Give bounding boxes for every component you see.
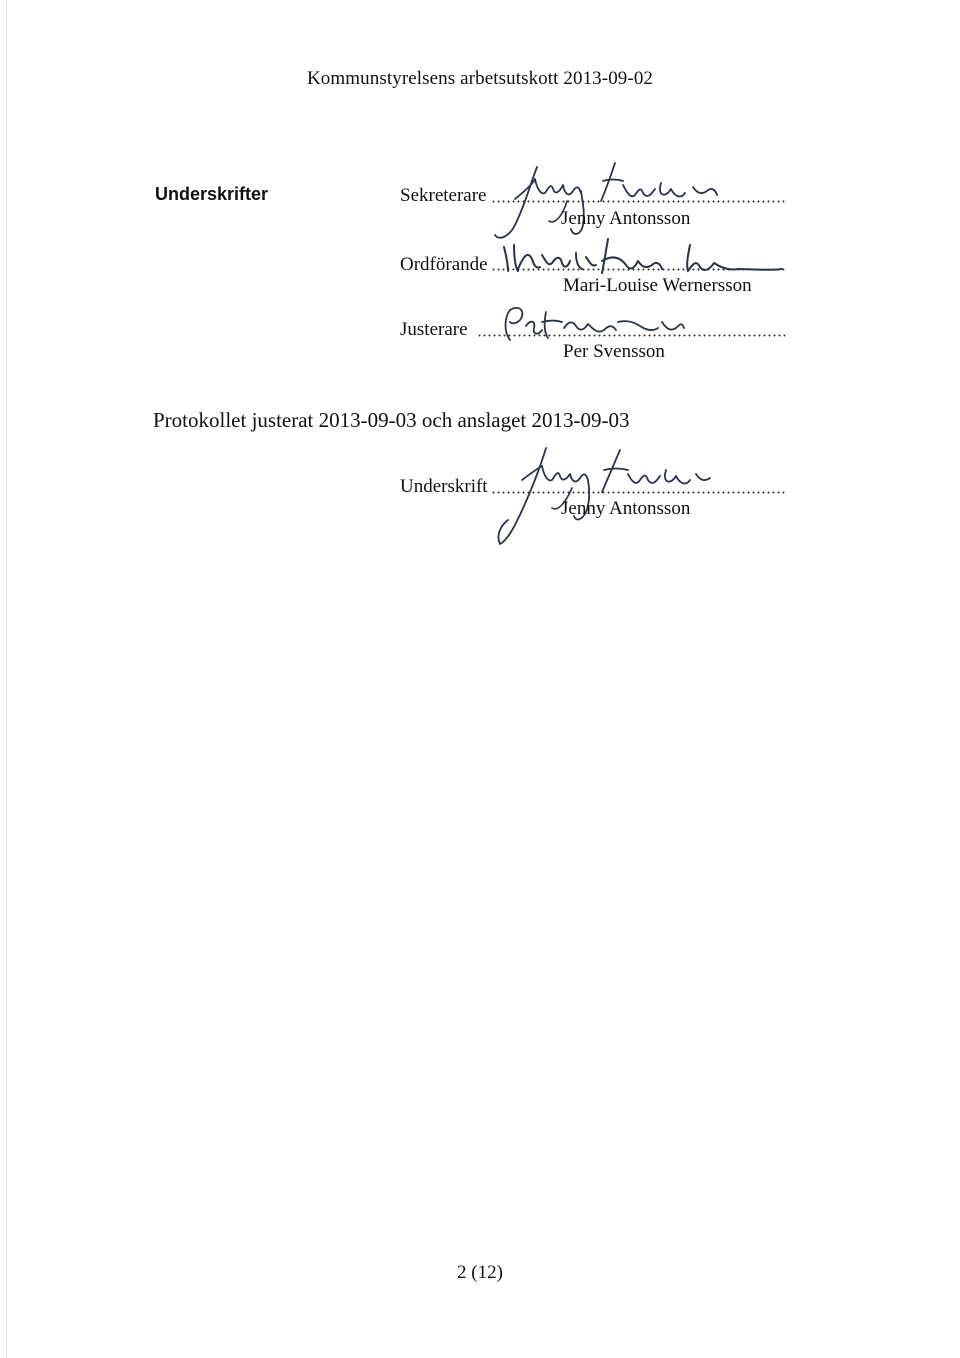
page-header: Kommunstyrelsens arbetsutskott 2013-09-02 bbox=[306, 68, 654, 89]
protocol-statement: Protokollet justerat 2013-09-03 och anslaget 2013-09-03 bbox=[153, 408, 630, 432]
signer-name-underskrift: Jenny Antonsson bbox=[561, 498, 691, 519]
signer-name-justerare: Per Svensson bbox=[563, 341, 665, 362]
section-title: Underskrifter bbox=[155, 184, 269, 204]
signer-name-ordforande: Mari-Louise Wernersson bbox=[563, 275, 752, 296]
scan-edge-line bbox=[6, 0, 7, 1358]
role-label-ordforande: Ordförande bbox=[400, 254, 488, 275]
role-label-justerare: Justerare bbox=[400, 319, 468, 340]
role-label-sekreterare: Sekreterare bbox=[400, 185, 487, 206]
signer-name-sekreterare: Jenny Antonsson bbox=[561, 208, 691, 229]
page-number: 2 (12) bbox=[457, 1262, 503, 1283]
role-label-underskrift: Underskrift bbox=[400, 476, 488, 497]
